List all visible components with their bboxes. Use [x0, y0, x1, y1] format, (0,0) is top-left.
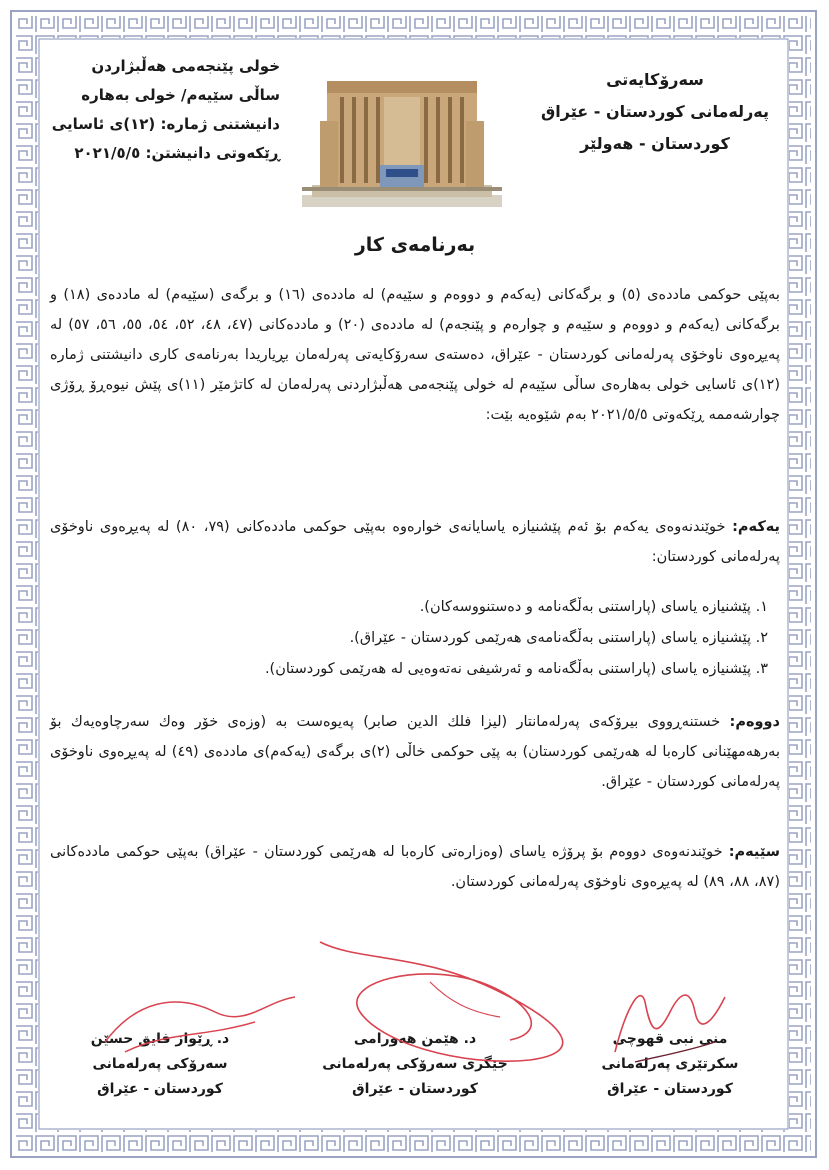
parliament-building-image — [302, 67, 502, 207]
signatory-region: کوردستان - عێراق — [607, 1081, 733, 1097]
list-item: ٢. پێشنیازە یاسای (پاراستنی بەڵگەنامەی هەرێمی کوردستان - عێراق). — [349, 630, 768, 646]
section-two-text: خستنەڕووی بیرۆکەی پەرلەمانتار (لیزا فلك الدین صابر) پەیوەست بە (وزەی خۆر وەك سەرچاوەیەك بۆ بەرهەمهێنانی کارەبا لە هەرێمی کوردستان) بە پێی حوکمی خاڵی (٢)ی برگەی (یەکەم)ی ماددەی (٤٩) لە پەیڕەوی ناوخۆی پەرلەمانی کوردستان - عێراق. — [50, 714, 780, 790]
signatory-title: سکرتێری پەرلەمانی — [601, 1056, 739, 1072]
header-line-parliament: پەرلەمانی کوردستان - عێراق — [541, 102, 769, 121]
section-three-text: خوێندنەوەی دووەم بۆ پرۆژە یاسای (وەزارەتی کارەبا لە هەرێمی کوردستان - عێراق) بەپێی حوکمی ماددەکانی (٨٧، ٨٨، ٨٩) لە پەیڕەوی ناوخۆی پەرلەمانی کوردستان. — [50, 844, 780, 890]
section-three-label: سێیەم: — [728, 844, 781, 860]
institution-header — [540, 64, 770, 160]
signatory-region: کوردستان - عێراق — [97, 1081, 223, 1097]
signatory-title: جێگری سەرۆکی پەرلەمانی — [322, 1056, 508, 1072]
header-line-year: ساڵی سێیەم/ خولی بەهارە — [81, 86, 280, 104]
header-line-presidency: سەرۆکایەتی — [606, 70, 704, 89]
document-title: بەرنامەی کار — [354, 234, 476, 256]
signatory-region: کوردستان - عێراق — [352, 1081, 478, 1097]
section-three — [50, 837, 780, 897]
signatory-name: منى نبى قهوچى — [612, 1031, 728, 1047]
signature-scribble-left — [95, 982, 305, 1062]
section-two — [50, 707, 780, 797]
signatory-name: د. هێمن هەورامی — [353, 1031, 477, 1047]
signature-scribble-center — [300, 922, 600, 1067]
signature-scribble-right — [595, 972, 735, 1072]
list-item: ٣. پێشنیازە یاسای (پاراستنی بەڵگەنامە و ئەرشیفی نەتەوەیی لە هەرێمی کوردستان). — [264, 661, 768, 677]
header-line-session-number: دانیشتنی ژمارە: (١٢)ی ئاسایی — [51, 115, 280, 133]
header-line-city: کوردستان - هەولێر — [580, 134, 730, 153]
section-one-list — [50, 592, 768, 685]
section-one-label: یەکەم: — [732, 519, 780, 535]
signatory-title: سەرۆکی پەرلەمانی — [92, 1056, 228, 1072]
signatory-name: د. ڕێواز فایق حسێن — [90, 1031, 230, 1047]
session-info-header — [50, 52, 280, 168]
list-item: ١. پێشنیازە یاسای (پاراستنی بەڵگەنامە و دەستنووسەکان). — [419, 599, 768, 615]
header-line-session-date: ڕێکەوتی دانیشتن: ٢٠٢١/٥/٥ — [74, 144, 280, 162]
intro-paragraph: بەپێی حوکمی ماددەی (٥) و برگەکانی (یەکەم و دووەم و سێیەم) لە ماددەی (١٦) و برگەی (سێیەم) لە ماددەی (١٨) و برگەکانی (یەکەم و دووەم و سێیەم و چوارەم و پێنجەم) لە ماددەی (٢٠) و ماددەکانی (٤٧، ٤٨، ٥٢، ٥٤، ٥٥، ٥٦، ٥٧) لە پەیڕەوی ناوخۆی پەرلەمانی کوردستان - عێراق، دەستەی سەرۆکایەتی پەرلەمان بڕیاریدا بەرنامەی کاری دانیشتنی ژمارە (١٢)ی ئاسایی خولی بەهارەی ساڵی سێیەم لە خولی پێنجەمی هەڵبژاردنی پەرلەمان لە کاتژمێر (١١)ی پێش نیوەڕۆ ڕۆژی چوارشەممە ڕێکەوتی ٢٠٢١/٥/٥ بەم شێوەیە بێت: — [50, 287, 780, 423]
header-line-term: خولی پێنجەمی هەڵبژاردن — [91, 57, 280, 75]
section-one — [50, 512, 780, 572]
section-two-label: دووەم: — [729, 714, 780, 730]
document-page — [50, 42, 780, 1127]
section-one-text: خوێندنەوەی یەکەم بۆ ئەم پێشنیازە یاسایانەی خوارەوە بەپێی حوکمی ماددەکانی (٧٩، ٨٠) لە پەیڕەوی ناوخۆی پەرلەمانی کوردستان: — [50, 519, 780, 565]
